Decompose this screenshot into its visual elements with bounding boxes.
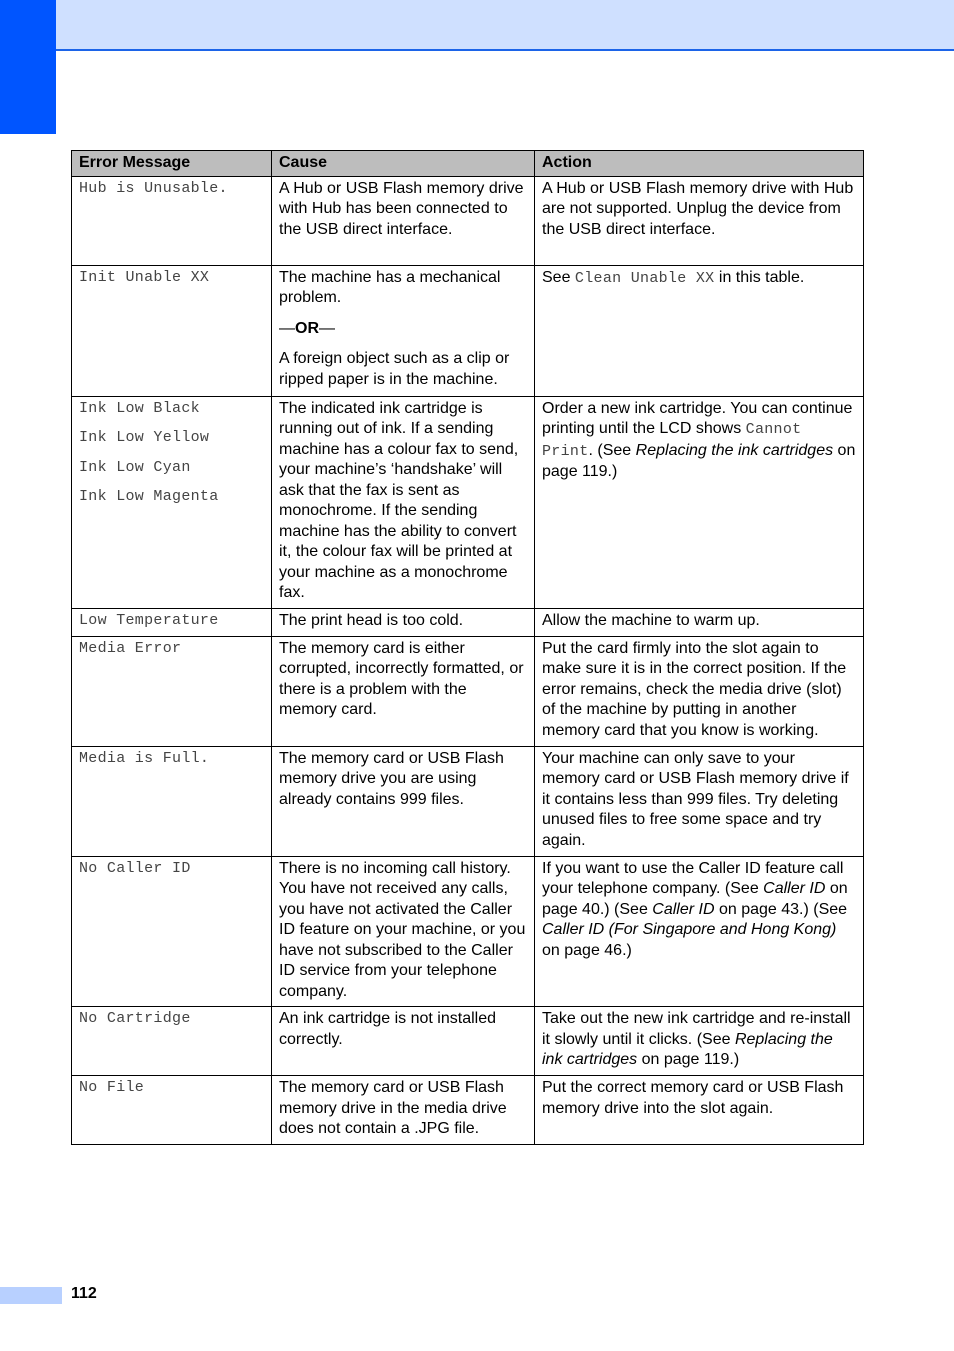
cross-reference: Caller ID <box>763 880 826 897</box>
error-message-cell <box>72 396 272 608</box>
action-text: on page 40.) (See <box>542 880 848 918</box>
action-cell <box>535 265 864 396</box>
footer-tab <box>0 1287 62 1304</box>
cause-cell <box>272 265 535 396</box>
action-text: on page 46.) <box>542 941 632 959</box>
action-cell: Allow the machine to warm up. <box>535 608 864 636</box>
action-cell: Put the correct memory card or USB Flash memory drive into the slot again. <box>535 1076 864 1145</box>
or-dash-left: — <box>279 319 295 337</box>
table-header-row <box>72 151 864 177</box>
error-message-code: Ink Low Cyan <box>79 458 191 476</box>
header-action: Action <box>535 151 864 177</box>
error-message-code: Hub is Unusable. <box>79 179 228 197</box>
cause-cell: The print head is too cold. <box>272 608 535 636</box>
error-message-code: No Cartridge <box>79 1010 191 1027</box>
page-number: 112 <box>71 1285 97 1302</box>
action-cell <box>535 396 864 608</box>
or-separator <box>279 319 527 340</box>
table-row <box>72 608 864 636</box>
cause-text: A foreign object such as a clip or ripped paper is in the machine. <box>279 350 510 388</box>
action-cell: A Hub or USB Flash memory drive with Hub are not supported. Unplug the device from the USB direct interface. <box>535 176 864 265</box>
header-band <box>0 0 954 51</box>
error-message-cell <box>72 636 272 746</box>
action-cell: Put the card firmly into the slot again to make sure it is in the correct position. If the error remains, check the media drive (slot) of the machine by putting in another memory card that you know is working. <box>535 636 864 746</box>
error-message-code: Media Error <box>79 639 182 657</box>
error-message-code: No Caller ID <box>79 859 191 877</box>
error-message-code: Ink Low Yellow <box>79 429 210 446</box>
header-cause: Cause <box>272 151 535 177</box>
table-row <box>72 1076 864 1145</box>
table-row <box>72 265 864 396</box>
action-cell: Your machine can only save to your memory card or USB Flash memory drive if it contains less than 999 files. Try deleting unused files to free some space and try again. <box>535 746 864 856</box>
error-message-cell <box>72 856 272 1007</box>
table-row <box>72 746 864 856</box>
action-code: Cannot Print <box>542 421 802 460</box>
cross-reference: Replacing the ink cartridges <box>542 1030 833 1068</box>
table-row <box>72 396 864 608</box>
action-code: Clean Unable XX <box>574 269 715 287</box>
action-text: If you want to use the Caller ID feature call your telephone company. (See <box>542 859 844 897</box>
error-message-cell <box>72 176 272 265</box>
table-row <box>72 176 864 265</box>
header-error-message: Error Message <box>72 151 272 177</box>
error-message-code: Init Unable XX <box>79 268 210 286</box>
error-message-cell <box>72 746 272 856</box>
cross-reference: Replacing the ink cartridges <box>635 441 834 459</box>
error-message-code: No File <box>79 1079 145 1096</box>
table-row <box>72 856 864 1007</box>
cause-cell: The memory card or USB Flash memory drive in the media drive does not contain a .JPG file. <box>272 1076 535 1145</box>
table-row <box>72 1007 864 1076</box>
action-text: in this table. <box>714 268 805 286</box>
error-message-cell <box>72 608 272 636</box>
action-cell <box>535 1007 864 1076</box>
chapter-tab <box>0 0 56 134</box>
error-message-cell <box>72 1076 272 1145</box>
cause-cell: An ink cartridge is not installed correctly. <box>272 1007 535 1076</box>
error-message-cell <box>72 265 272 396</box>
or-dash-right: — <box>319 319 335 337</box>
action-text: on page 119.) <box>637 1051 740 1068</box>
cause-cell: There is no incoming call history. You have not received any calls, you have not activated the Caller ID feature on your machine, or you have not subscribed to the Caller ID service from your telephone company. <box>272 856 535 1007</box>
action-cell <box>535 856 864 1007</box>
action-text: Order a new ink cartridge. You can continue printing until the LCD shows <box>542 399 853 437</box>
error-message-code: Media is Full. <box>79 749 210 767</box>
error-message-code: Low Temperature <box>79 611 219 629</box>
error-message-table <box>71 150 864 1145</box>
cause-cell: The memory card or USB Flash memory drive you are using already contains 999 files. <box>272 746 535 856</box>
cause-cell: A Hub or USB Flash memory drive with Hub has been connected to the USB direct interface. <box>272 176 535 265</box>
or-label: OR <box>295 319 319 337</box>
action-text: . (See <box>588 441 636 459</box>
cause-cell: The memory card is either corrupted, incorrectly formatted, or there is a problem with the memory card. <box>272 636 535 746</box>
cause-text: The machine has a mechanical problem. <box>279 268 501 306</box>
error-message-code: Ink Low Black <box>79 399 200 417</box>
action-text: See <box>542 268 575 286</box>
error-message-cell <box>72 1007 272 1076</box>
error-message-code: Ink Low Magenta <box>79 488 219 505</box>
action-text: on page 43.) (See <box>714 900 848 918</box>
cause-cell: The indicated ink cartridge is running out of ink. If a sending machine has a colour fax to send, your machine’s ‘handshake’ will ask that the fax is sent as monochrome. If the sending machine has the ability to convert it, the colour fax will be printed at your machine as a monochrome fax. <box>272 396 535 608</box>
cross-reference: Caller ID (For Singapore and Hong Kong) <box>542 921 837 938</box>
action-text: Take out the new ink cartridge and re-install it slowly until it clicks. (See <box>542 1010 851 1048</box>
action-text: on page 119.) <box>542 441 856 480</box>
cross-reference: Caller ID <box>652 900 715 918</box>
table-row <box>72 636 864 746</box>
